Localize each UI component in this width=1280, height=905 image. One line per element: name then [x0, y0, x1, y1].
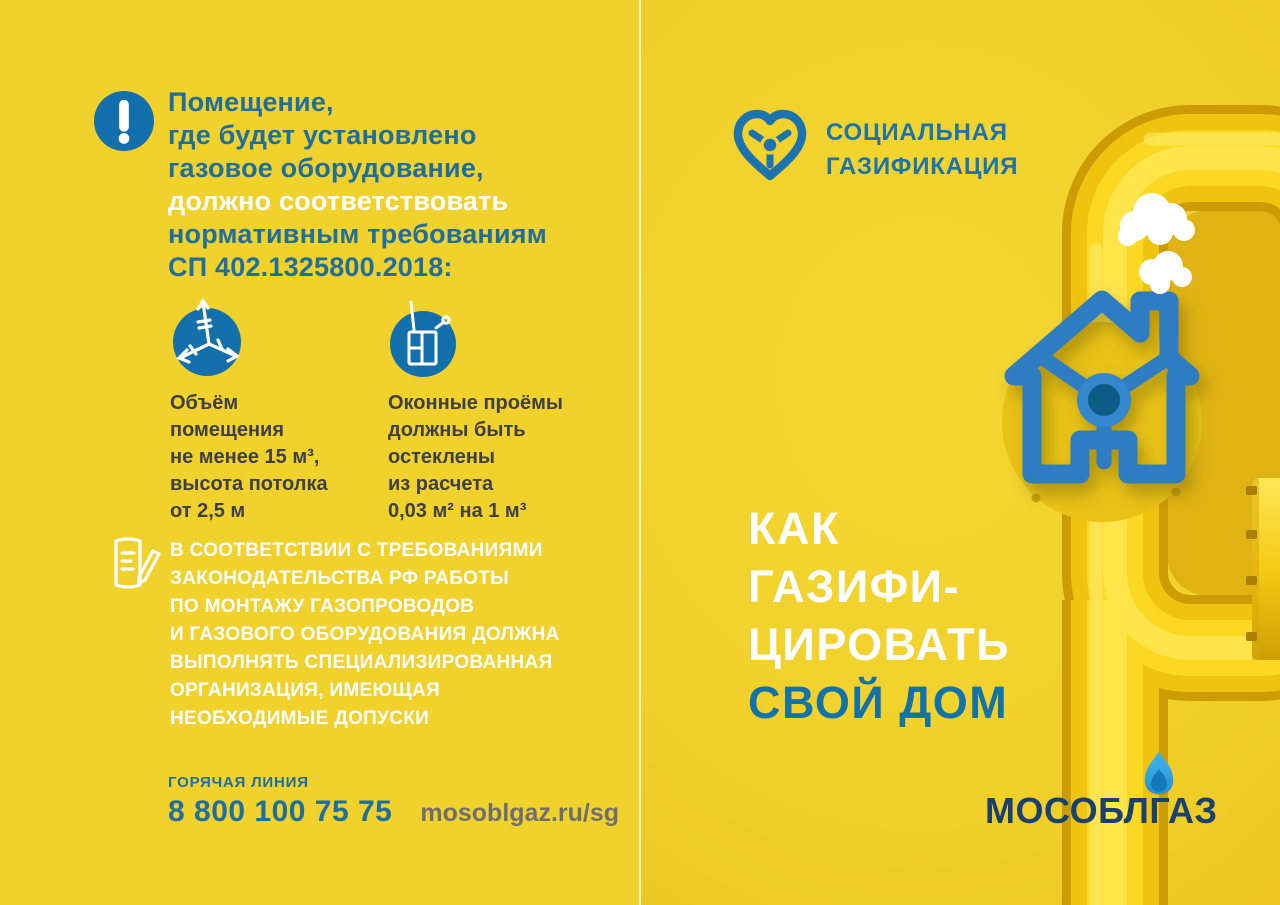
title-line: ГАЗИФИ-: [748, 561, 960, 612]
title-line: ЦИРОВАТЬ: [748, 619, 1010, 670]
notice-heading: [168, 86, 547, 284]
document-checklist-icon: [106, 531, 162, 595]
notice-line: где будет установлено: [168, 120, 477, 150]
feature-window-caption: Оконные проёмы должны быть остеклены из расчета 0,03 м² на 1 м³: [388, 392, 563, 522]
feature-volume-caption: Объём помещения не менее 15 м³, высота потолка от 2,5 м: [170, 392, 328, 522]
window-icon: [388, 298, 458, 378]
hotline-label: ГОРЯЧАЯ ЛИНИЯ: [168, 774, 309, 791]
program-name-line1: СОЦИАЛЬНАЯ: [826, 119, 1008, 146]
panel-right: [640, 0, 1280, 905]
notice-line: газовое оборудование,: [168, 153, 484, 183]
program-name-line2: ГАЗИФИКАЦИЯ: [826, 153, 1019, 180]
company-name: МОСОБЛГАЗ: [985, 790, 1218, 831]
notice-line: СП 402.1325800.2018:: [168, 252, 453, 282]
legal-requirements-text: В СООТВЕТСТВИИ С ТРЕБОВАНИЯМИ ЗАКОНОДАТЕЛЬСТВА РФ РАБОТЫ ПО МОНТАЖУ ГАЗОПРОВОДОВ И ГАЗОВОГО ОБОРУДОВАНИЯ ДОЛЖНА ВЫПОЛНЯТЬ СПЕЦИАЛИЗИРОВАННАЯ ОРГАНИЗАЦИЯ, ИМЕЮЩАЯ НЕОБХОДИМЫЕ ДОПУСКИ: [170, 540, 560, 729]
volume-3d-axes-icon: [172, 296, 242, 378]
fold-line: [639, 0, 641, 905]
title-line: КАК: [748, 503, 840, 554]
title-line-accent: СВОЙ ДОМ: [748, 677, 1009, 728]
website-url: mosoblgaz.ru/sg: [420, 799, 620, 827]
hotline-block: [168, 774, 619, 829]
notice-line: нормативным требованиям: [168, 219, 547, 249]
hotline-phone: 8 800 100 75 75: [168, 795, 393, 828]
cover-title: [748, 500, 1010, 732]
exclamation-circle-icon: [93, 90, 155, 152]
notice-line: Помещение,: [168, 87, 334, 117]
company-logo: [985, 750, 1245, 832]
notice-line: должно соответствовать: [168, 186, 509, 216]
